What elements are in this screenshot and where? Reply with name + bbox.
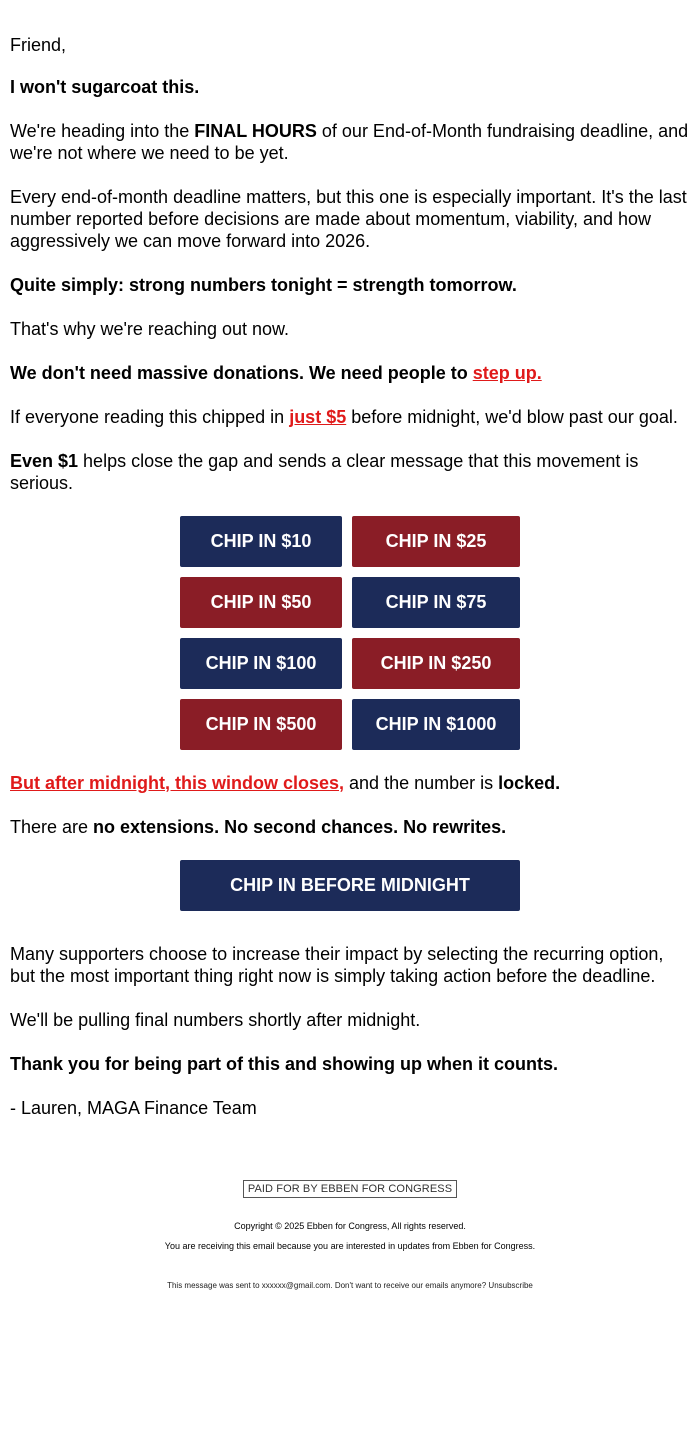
button-row: [180, 638, 520, 689]
copyright-text: Copyright © 2025 Ebben for Congress, All rights reserved.: [234, 1221, 466, 1231]
chip-in-75-button[interactable]: CHIP IN $75: [352, 577, 520, 628]
paragraph-deadline-matters: Every end-of-month deadline matters, but this one is especially important. It's the last number reported before decisions are made about momentum, viability, and how aggressively we can move forward into 2026.: [10, 187, 687, 251]
paragraph-final-numbers: We'll be pulling final numbers shortly after midnight.: [10, 1010, 421, 1030]
subscription-reason: You are receiving this email because you are interested in updates from Ebben for Congress.: [164, 1241, 536, 1251]
just-five-link[interactable]: just $5: [289, 407, 347, 427]
paragraph-reaching-out: That's why we're reaching out now.: [10, 319, 290, 339]
chip-in-25-button[interactable]: CHIP IN $25: [352, 516, 520, 567]
paragraph-final-hours: We're heading into the FINAL HOURS of our End-of-Month fundraising deadline, and we're not where we need to be yet.: [10, 121, 689, 163]
button-row: [180, 516, 520, 567]
paragraph-thank-you: Thank you for being part of this and showing up when it counts.: [10, 1054, 558, 1074]
paragraph-no-extensions: There are no extensions. No second chances. No rewrites.: [10, 817, 507, 837]
chip-in-1000-button[interactable]: CHIP IN $1000: [352, 699, 520, 750]
button-row: [180, 699, 520, 750]
paid-for-disclaimer: PAID FOR BY EBBEN FOR CONGRESS: [243, 1180, 457, 1198]
signature: - Lauren, MAGA Finance Team: [10, 1098, 257, 1118]
chip-in-10-button[interactable]: CHIP IN $10: [180, 516, 342, 567]
opening-line: I won't sugarcoat this.: [10, 77, 200, 97]
chip-in-before-midnight-button[interactable]: CHIP IN BEFORE MIDNIGHT: [180, 860, 520, 911]
paragraph-just-five: If everyone reading this chipped in just $5 before midnight, we'd blow past our goal.: [10, 407, 678, 427]
sent-to-text: This message was sent to xxxxxx@gmail.com. Don't want to receive our emails anymore? Unsubscribe: [167, 1281, 533, 1290]
midnight-button-wrap: [10, 860, 690, 911]
paragraph-even-one: Even $1 helps close the gap and sends a clear message that this movement is serious.: [10, 451, 639, 493]
greeting: Friend,: [10, 35, 67, 55]
chip-in-500-button[interactable]: CHIP IN $500: [180, 699, 342, 750]
button-row: [180, 577, 520, 628]
chip-in-100-button[interactable]: CHIP IN $100: [180, 638, 342, 689]
step-up-link[interactable]: step up.: [472, 363, 542, 383]
paragraph-quite-simply: Quite simply: strong numbers tonight = strength tomorrow.: [10, 275, 517, 295]
paragraph-window-closes: But after midnight, this window closes, and the number is locked.: [10, 773, 561, 793]
chip-in-50-button[interactable]: CHIP IN $50: [180, 577, 342, 628]
donation-button-grid: [180, 516, 520, 750]
chip-in-250-button[interactable]: CHIP IN $250: [352, 638, 520, 689]
paragraph-step-up: We don't need massive donations. We need people to step up.: [10, 363, 542, 383]
paragraph-recurring: Many supporters choose to increase their impact by selecting the recurring option, but the most important thing right now is simply taking action before the deadline.: [10, 944, 664, 986]
email-footer: [10, 1179, 690, 1292]
window-closes-link[interactable]: But after midnight, this window closes,: [10, 773, 345, 793]
